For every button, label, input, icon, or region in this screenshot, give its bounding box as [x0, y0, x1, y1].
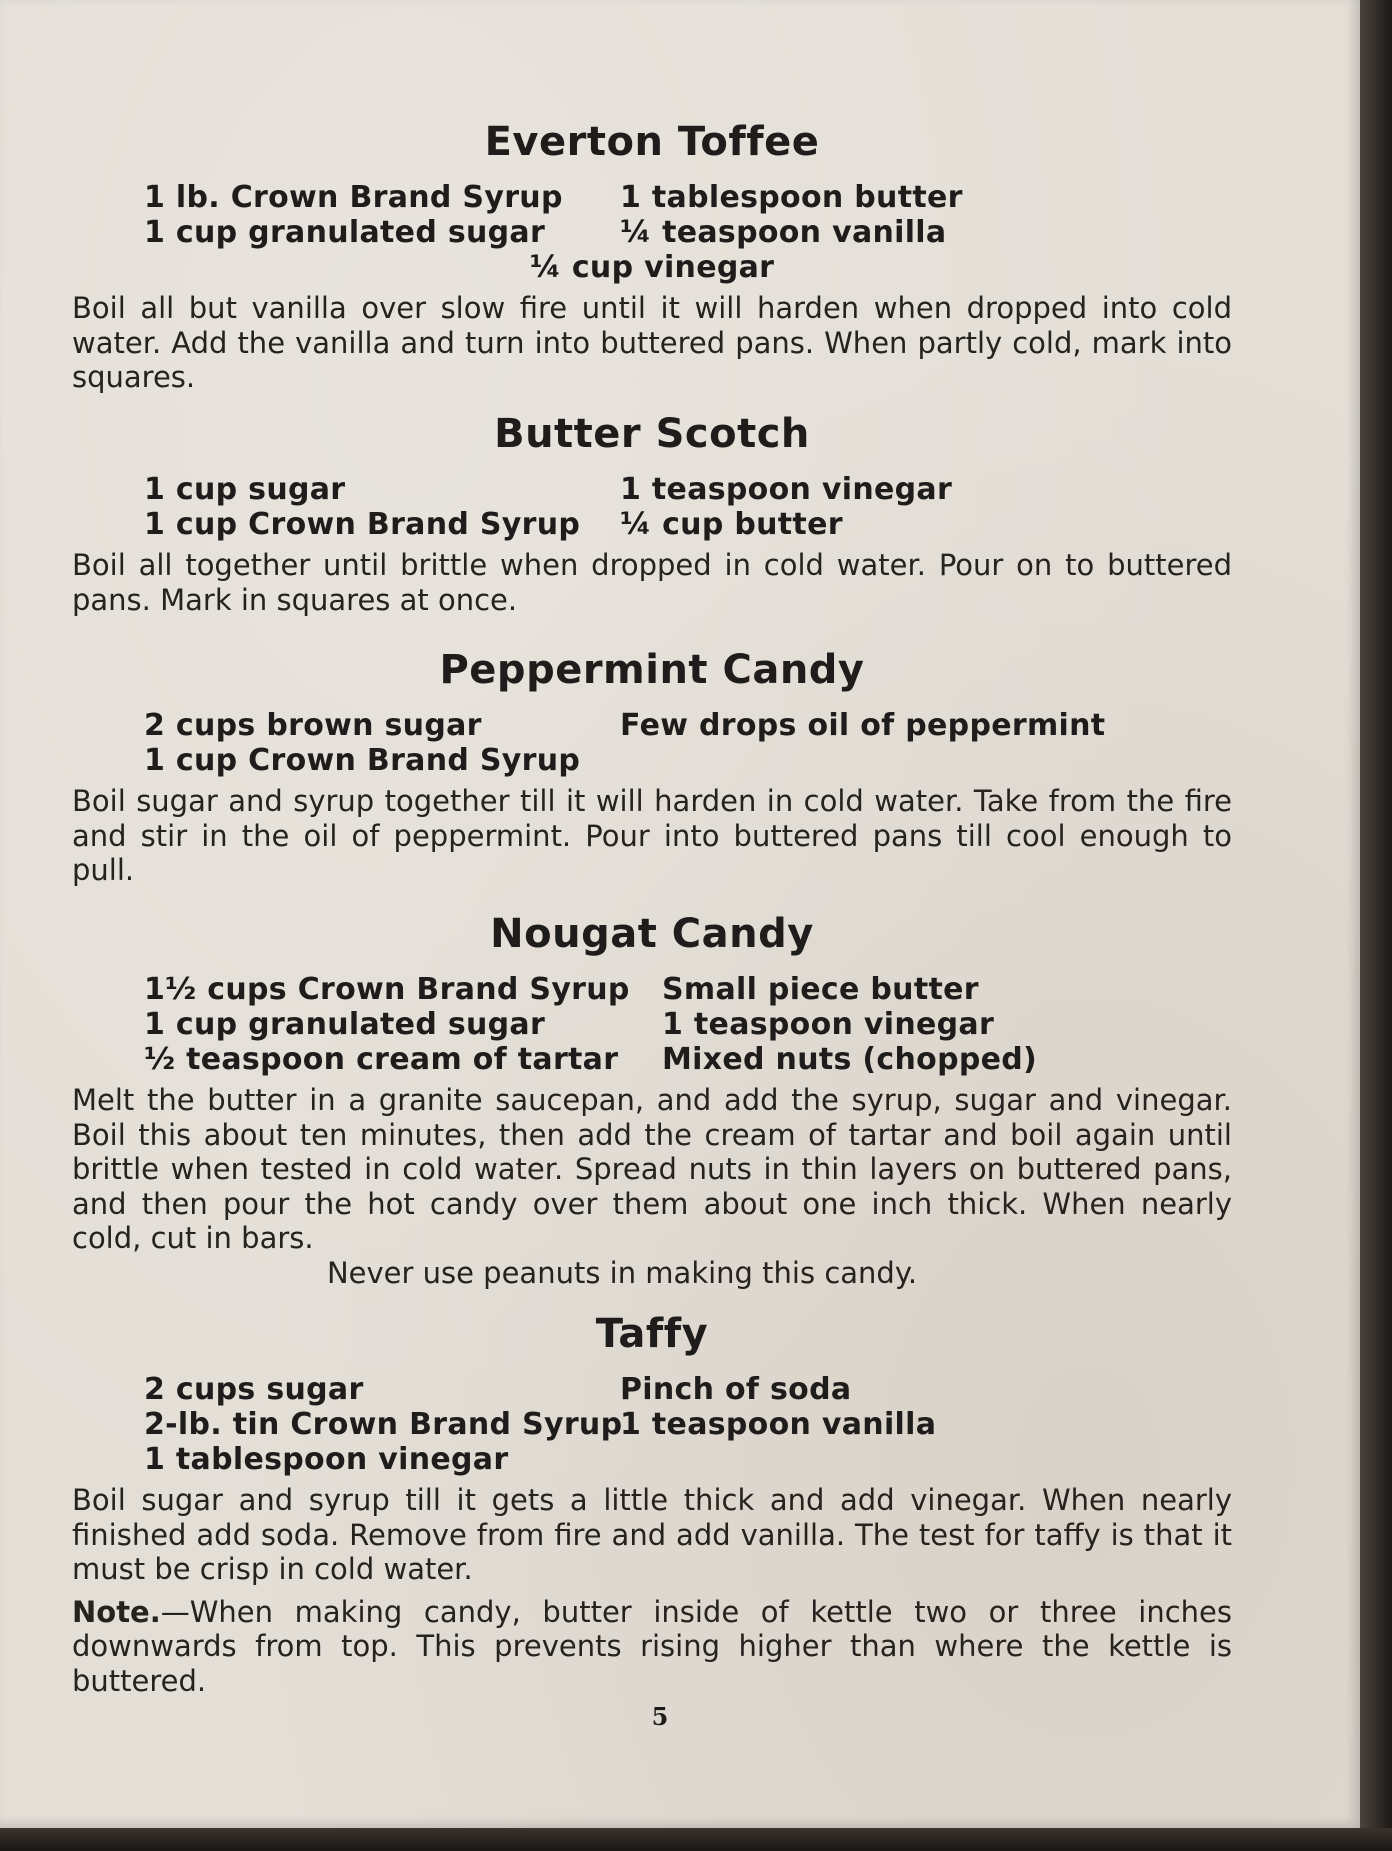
- ingredient-column-left: [72, 472, 620, 542]
- recipe-method: Boil all together until brittle when dropped in cold water. Pour on to buttered pans. Mark in squares at once.: [72, 548, 1232, 617]
- ingredient-item: 1 cup granulated sugar: [144, 215, 546, 250]
- ingredient-list: [72, 472, 1232, 542]
- recipe-method: Boil sugar and syrup till it gets a little thick and add vinegar. When nearly finished add soda. Remove from fire and add vanilla. The test for taffy is that it must be crisp in cold water.: [72, 1483, 1232, 1586]
- recipe-title: Butter Scotch: [494, 411, 810, 457]
- recipe-peppermint-candy: [72, 646, 1232, 888]
- book-spine-edge: [1360, 0, 1392, 1851]
- ingredient-column-right: [620, 1372, 1232, 1477]
- recipe-nougat-candy: [72, 910, 1232, 1290]
- ingredient-column-left: [72, 708, 620, 778]
- ingredient-item: 1 cup sugar: [144, 472, 346, 507]
- ingredient-column-left: [72, 180, 620, 250]
- recipe-title: Taffy: [595, 1311, 709, 1357]
- ingredient-item: 1 cup Crown Brand Syrup: [144, 507, 581, 542]
- ingredient-list: [72, 708, 1232, 778]
- ingredient-item: Mixed nuts (chopped): [662, 1042, 1038, 1077]
- recipe-method: Boil all but vanilla over slow fire until it will harden when dropped into cold water. Add the vanilla and turn into buttered pans. When partly cold, mark into squares.: [72, 291, 1232, 394]
- ingredient-column-left: [72, 1372, 623, 1477]
- ingredient-item: Small piece butter: [662, 972, 979, 1007]
- recipe-method: Boil sugar and syrup together till it will harden in cold water. Take from the fire and stir in the oil of peppermint. Pour into buttered pans till cool enough to pull.: [72, 784, 1232, 887]
- ingredient-item: ½ teaspoon cream of tartar: [144, 1042, 619, 1077]
- ingredient-item: 2-lb. tin Crown Brand Syrup: [144, 1407, 623, 1442]
- ingredient-item: 1 cup Crown Brand Syrup: [144, 743, 581, 778]
- ingredient-item: 1 teaspoon vinegar: [662, 1007, 995, 1042]
- ingredient-item: 1 tablespoon butter: [620, 180, 963, 215]
- recipe-everton-toffee: [72, 118, 1232, 395]
- ingredient-item: 1 teaspoon vinegar: [620, 472, 953, 507]
- ingredient-item: ¼ teaspoon vanilla: [620, 215, 947, 250]
- page-number: 5: [651, 1702, 669, 1731]
- ingredient-item: Few drops oil of peppermint: [620, 708, 1106, 743]
- ingredient-list: [72, 180, 1232, 250]
- recipe-title: Nougat Candy: [490, 911, 814, 957]
- recipe-tip: Never use peanuts in making this candy.: [326, 1255, 918, 1290]
- ingredient-item: 2 cups sugar: [144, 1372, 364, 1407]
- candy-note: [72, 1595, 1232, 1699]
- recipe-taffy: [72, 1310, 1232, 1698]
- ingredient-column-right: [620, 708, 1232, 778]
- ingredient-item: Pinch of soda: [620, 1372, 852, 1407]
- ingredient-item: 1 teaspoon vanilla: [620, 1407, 937, 1442]
- ingredient-list: [72, 1372, 1232, 1477]
- recipe-butter-scotch: [72, 410, 1232, 617]
- ingredient-column-right: [620, 180, 1232, 250]
- ingredient-item: ¼ cup butter: [620, 507, 843, 542]
- ingredient-column-right: [662, 972, 1232, 1077]
- ingredient-column-right: [620, 472, 1232, 542]
- note-label: Note.: [72, 1594, 161, 1629]
- book-bottom-edge: [0, 1828, 1392, 1851]
- ingredient-item: 1 tablespoon vinegar: [144, 1442, 509, 1477]
- recipe-method: Melt the butter in a granite saucepan, and add the syrup, sugar and vinegar. Boil this about ten minutes, then add the cream of tartar and boil again until brittle when tested in cold water. Spread nuts in thin layers on buttered pans, and then pour the hot candy over them about one inch thick. When nearly cold, cut in bars.: [72, 1083, 1232, 1255]
- recipe-title: Everton Toffee: [484, 119, 820, 165]
- ingredient-item: 1 cup granulated sugar: [144, 1007, 546, 1042]
- ingredient-item: 1 lb. Crown Brand Syrup: [144, 180, 563, 215]
- recipe-title: Peppermint Candy: [439, 647, 865, 693]
- note-text: —When making candy, butter inside of kettle two or three inches downwards from top. This prevents rising higher than where the kettle is buttered.: [72, 1594, 1232, 1698]
- ingredient-item: 2 cups brown sugar: [144, 708, 482, 743]
- ingredient-list: [72, 972, 1232, 1077]
- ingredient-item: 1½ cups Crown Brand Syrup: [144, 972, 630, 1007]
- ingredient-item-centered: ¼ cup vinegar: [529, 250, 775, 285]
- ingredient-column-left: [72, 972, 662, 1077]
